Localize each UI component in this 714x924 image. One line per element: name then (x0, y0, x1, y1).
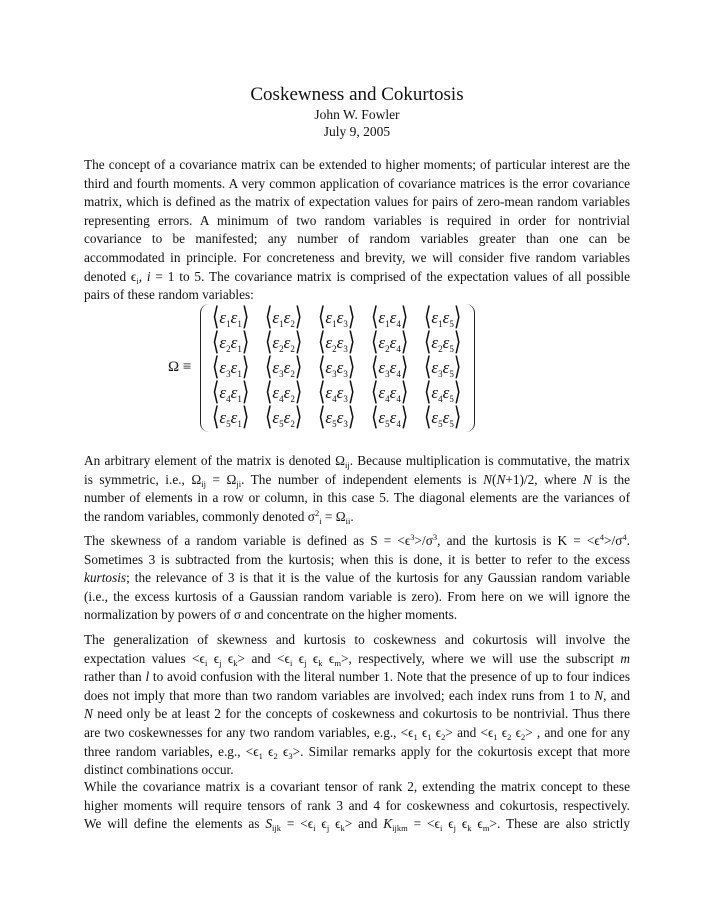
text-line: The generalization of skewness and kurtosis to coskewness and cokurtosis will involve the (84, 632, 630, 647)
matrix-element: $⟨\varepsilon_5\varepsilon_3⟩$ (318, 403, 356, 432)
publication-date: July 9, 2005 (323, 124, 391, 139)
matrix-element: $⟨\varepsilon_4\varepsilon_1⟩$ (212, 378, 250, 407)
text-line: representing errors. A minimum of two random variables is required in order for nontrivial (84, 212, 630, 228)
text-line: are two coskewnesses for any two random variables, e.g., $<\epsilon_1$ $\epsilon_1$ $\epsilon_2>$ and $<\epsilon_1$ $\epsilon_2$ $\epsilon_2>$ , and one for any (84, 724, 630, 742)
matrix-element: $⟨\varepsilon_3\varepsilon_4⟩$ (371, 353, 409, 382)
text-line: covariance to be manifested; any number of random variables greater than one can be (84, 231, 630, 247)
matrix-element: $⟨\varepsilon_1\varepsilon_4⟩$ (371, 303, 409, 332)
text-line: Sometimes 3 is subtracted from the kurtosis; when this is done, it is better to refer to the excess (84, 551, 630, 567)
text-line: (i.e., the excess kurtosis of a Gaussian random variable is zero). From here on we will ignore the (84, 588, 630, 604)
matrix-element: $⟨\varepsilon_4\varepsilon_2⟩$ (265, 378, 303, 407)
matrix-element: $⟨\varepsilon_1\varepsilon_1⟩$ (212, 303, 250, 332)
matrix-element: $⟨\varepsilon_3\varepsilon_5⟩$ (424, 353, 462, 382)
text-line: N need only be at least 2 for the concepts of coskewness and cokurtosis to be nontrivial. Thus there (84, 706, 630, 722)
matrix-element: $⟨\varepsilon_2\varepsilon_1⟩$ (212, 328, 250, 357)
text-line: accommodated in principle. For concreteness and brevity, we will consider five random variables (84, 249, 630, 265)
matrix-element: $⟨\varepsilon_2\varepsilon_5⟩$ (424, 328, 462, 357)
text-line: The concept of a covariance matrix can be extended to higher moments; of particular interest are the (84, 157, 630, 172)
matrix-element: $⟨\varepsilon_2\varepsilon_2⟩$ (265, 328, 303, 357)
text-line: the random variables, commonly denoted $\sigma^2_i = \Omega_{ii}$. (84, 507, 354, 526)
text-line: third and fourth moments. A very common application of covariance matrices is the error covariance (84, 175, 630, 191)
paper-title: Coskewness and Cokurtosis (250, 84, 464, 105)
text-line: While the covariance matrix is a covariant tensor of rank 2, extending the matrix concept to these (84, 779, 630, 794)
text-line: pairs of these random variables: (84, 287, 254, 303)
matrix-element: $⟨\varepsilon_1\varepsilon_3⟩$ (318, 303, 356, 332)
author-name: John W. Fowler (314, 107, 400, 122)
skewness-paragraph (84, 532, 630, 625)
text-line: normalization by powers of σ and concentrate on the higher moments. (84, 607, 458, 623)
text-line: three random variables, e.g., $<\epsilon_1$ $\epsilon_2$ $\epsilon_3>$. Similar remarks apply for the cokurtosis except that more (84, 743, 630, 761)
tensor-paragraph (84, 778, 630, 834)
matrix-element: $⟨\varepsilon_5\varepsilon_2⟩$ (265, 403, 303, 432)
matrix-element: $⟨\varepsilon_5\varepsilon_1⟩$ (212, 403, 250, 432)
matrix-element: $⟨\varepsilon_5\varepsilon_4⟩$ (371, 403, 409, 432)
matrix-element: $⟨\varepsilon_4\varepsilon_3⟩$ (318, 378, 356, 407)
matrix-element: $⟨\varepsilon_4\varepsilon_4⟩$ (371, 378, 409, 407)
matrix-element: $⟨\varepsilon_3\varepsilon_3⟩$ (318, 353, 356, 382)
matrix-element: $⟨\varepsilon_1\varepsilon_5⟩$ (424, 303, 462, 332)
matrix-element: $⟨\varepsilon_3\varepsilon_2⟩$ (265, 353, 303, 382)
matrix-element: $⟨\varepsilon_4\varepsilon_5⟩$ (424, 378, 462, 407)
text-line: is symmetric, i.e., $\Omega_{ij} = \Omega_{ji}$. The number of independent elements is N(N+1)/2, where N is the (84, 471, 631, 489)
matrix-element: $⟨\varepsilon_2\varepsilon_3⟩$ (318, 328, 356, 357)
text-line: denoted $\epsilon_i$, i = 1 to 5. The covariance matrix is comprised of the expectation values of all possible (84, 268, 630, 286)
text-line: number of elements in a row or column, in this case 5. The diagonal elements are the variances of (84, 490, 630, 506)
text-line: higher moments will require tensors of rank 3 and 4 for coskewness and cokurtosis, respectively. (84, 797, 630, 813)
matrix-element: $⟨\varepsilon_1\varepsilon_2⟩$ (265, 303, 303, 332)
text-line: matrix, which is defined as the matrix of expectation values for pairs of zero-mean random variables (84, 194, 630, 210)
right-parenthesis (464, 304, 475, 432)
text-line: An arbitrary element of the matrix is denoted $\Omega_{ij}$. Because multiplication is commutative, the matrix (84, 453, 630, 470)
text-line: kurtosis; the relevance of 3 is that it is the value of the kurtosis for any Gaussian random variable (84, 570, 630, 586)
text-line: rather than l to avoid confusion with the literal number 1. Note that the presence of up to four indices (84, 669, 631, 685)
matrix-element: $⟨\varepsilon_3\varepsilon_1⟩$ (212, 353, 250, 382)
covariance-matrix (168, 300, 488, 435)
omega-label: Ω ≡ (168, 359, 192, 375)
intro-paragraph (84, 156, 630, 305)
matrix-element: $⟨\varepsilon_5\varepsilon_5⟩$ (424, 403, 462, 432)
text-line: expectation values $<\epsilon_i$ $\epsilon_j$ $\epsilon_k>$ and $<\epsilon_i$ $\epsilon_j$ $\epsilon_k$ $\epsilon_m>$, respectively, where we will use the subscript m (84, 650, 630, 668)
coskewness-paragraph (84, 631, 630, 780)
left-parenthesis (200, 304, 211, 432)
symmetry-paragraph (84, 452, 630, 526)
text-line: The skewness of a random variable is defined as $S = <\epsilon^3>/\sigma^3$, and the kurtosis is $K = <\epsilon^4>/\sigma^4$. (84, 532, 630, 548)
text-line: We will define the elements as $S_{ijk} = <\epsilon_i$ $\epsilon_j$ $\epsilon_k>$ and $K_{ijkm} = <\epsilon_i$ $\epsilon_j$ $\epsilon_k$ $\epsilon_m>$. These are also strictly (84, 816, 630, 834)
matrix-element: $⟨\varepsilon_2\varepsilon_4⟩$ (371, 328, 409, 357)
text-line: does not imply that more than two random variables are involved; each index runs from 1 to N, and (84, 687, 630, 703)
text-line: distinct combinations occur. (84, 762, 234, 778)
